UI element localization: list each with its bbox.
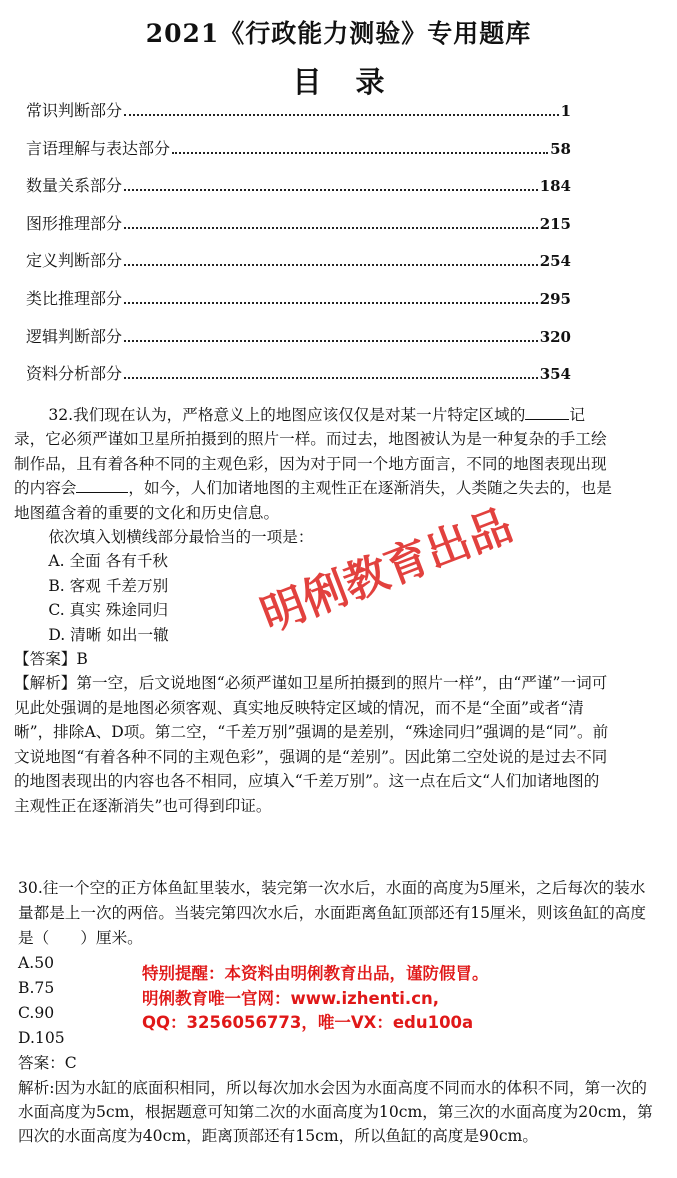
toc-label: 逻辑判断部分 <box>26 326 123 346</box>
analysis: 解析:因为水缸的底面积相同，所以每次加水会因为水面高度不同而水的体积不同，第一次的水面高度为5cm，根据题意可知第二次的水面高度为10cm，第三次的水面高度为20cm，第四次的水面高度为40cm，距离顶部还有15cm，所以鱼缸的高度是90cm。 <box>18 1079 653 1145</box>
option-a: A. 全面 各有千秋 <box>48 552 169 571</box>
toc-leader <box>124 114 559 116</box>
stem-text: ，如今，人们加诸地图的主观性正在逐渐消失，人类随之失去的，也是地图蕴含着的重要的文化和历史信息。 <box>14 479 612 522</box>
toc-page: 320 <box>539 327 571 346</box>
toc-item <box>26 361 571 399</box>
option-c: C.90 <box>18 1004 55 1022</box>
toc-leader <box>172 152 548 154</box>
toc-page: 254 <box>539 252 571 271</box>
toc-page: 295 <box>539 289 571 308</box>
option-d: D. 清晰 如出一辙 <box>48 625 169 644</box>
question-30-stem: 30.往一个空的正方体鱼缸里装水，装完第一次水后，水面的高度为5厘米，之后每次的装水量都是上一次的两倍。当装完第四次水后，水面距离鱼缸顶部还有15厘米，则该鱼缸的高度是（ ）厘米。 <box>18 879 646 947</box>
toc-page: 1 <box>560 102 571 120</box>
notice-contact: QQ：3256056773，唯一VX：edu100a <box>142 1013 474 1032</box>
toc-label: 言语理解与表达部分 <box>26 138 171 158</box>
toc-page: 184 <box>539 177 571 196</box>
option-a: A.50 <box>18 954 55 972</box>
toc-label: 类比推理部分 <box>26 288 123 308</box>
toc-label: 数量关系部分 <box>26 176 123 196</box>
notice-warning: 特别提醒：本资料由明俐教育出品，谨防假冒。 <box>142 964 489 983</box>
toc-leader <box>124 302 538 304</box>
toc-page: 58 <box>550 139 571 158</box>
toc-label: 定义判断部分 <box>26 251 123 271</box>
toc-page: 215 <box>539 214 571 233</box>
analysis: 【解析】第一空，后文说地图“必须严谨如卫星所拍摄到的照片一样”，由“严谨”一词可见此处强调的是地图必须客观、真实地反映特定区域的情况，而不是“全面”或者“清晰”，排除A、D项。第二空，“千差万别”强调的是差别，“殊途同归”强调的是“同”。前文说地图“有着各种不同的主观色彩”，强调的是“差别”。因此第二空处说的是过去不同的地图表现出的内容也各不相同，应填入“千差万别”。这一点在后文“人们加诸地图的主观性正在逐渐消失”也可得到印证。 <box>14 674 609 815</box>
option-b: B.75 <box>18 979 55 997</box>
toc-item <box>26 248 571 286</box>
toc-item <box>26 211 571 249</box>
watermark-stamp: 明俐教育出品 <box>254 499 520 643</box>
toc-item <box>26 173 571 211</box>
toc-leader <box>124 340 538 342</box>
toc-leader <box>124 377 538 379</box>
toc-leader <box>124 227 538 229</box>
toc-label: 常识判断部分 <box>26 101 123 120</box>
toc-item <box>26 286 571 324</box>
table-of-contents <box>26 98 571 399</box>
toc-label: 资料分析部分 <box>26 364 123 384</box>
answer: 答案：C <box>18 1054 77 1072</box>
toc-item <box>26 324 571 362</box>
option-d: D.105 <box>18 1029 65 1047</box>
toc-leader <box>124 189 538 191</box>
toc-item <box>26 98 571 136</box>
question-prompt: 依次填入划横线部分最恰当的一项是： <box>48 528 314 547</box>
option-b: B. 客观 千差万别 <box>48 576 169 595</box>
fill-blank <box>525 403 569 420</box>
notice-box <box>142 962 522 1036</box>
answer: 【答案】B <box>14 650 88 669</box>
notice-website: 明俐教育唯一官网：www.izhenti.cn, <box>142 988 439 1008</box>
document-title: 2021《行政能力测验》专用题库 <box>145 19 532 48</box>
fill-blank <box>76 476 128 493</box>
toc-heading: 目录 <box>292 65 419 99</box>
toc-label: 图形推理部分 <box>26 213 123 233</box>
toc-item <box>26 136 571 174</box>
stem-text: 32.我们现在认为，严格意义上的地图应该仅仅是对某一片特定区域的 <box>48 406 526 424</box>
option-c: C. 真实 殊途同归 <box>48 601 169 620</box>
toc-leader <box>124 264 538 266</box>
toc-page: 354 <box>539 365 571 384</box>
stem-text: 记录，它必须严谨如卫星所拍摄到的照片一样。而过去，地图被认为是一种复杂的手工绘制作品，且有着各种不同的主观色彩，因为对于同一个地方面言，不同的地图表现出现的内容会 <box>14 406 607 498</box>
